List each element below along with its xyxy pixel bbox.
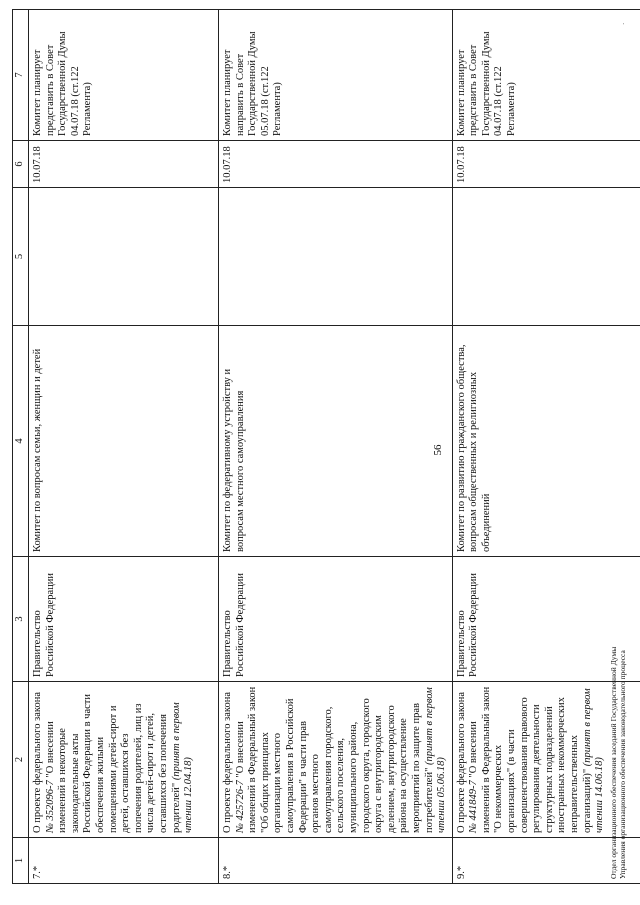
row-number: 7.*: [29, 838, 219, 884]
note: Комитет планирует представить в Совет Государственной Думы 04.07.18 (ст.122 Регламента): [29, 10, 219, 141]
bill-title: "О внесении изменений в Федеральный закон "О некоммерческих организациях" (в части совершенствования правового регулирования деятельности структурных подразделений иностранных некоммерческих неправительственных организаций)": [468, 686, 593, 833]
column-5-cell: [219, 188, 453, 326]
column-number: 2: [13, 682, 29, 838]
date: 10.07.18: [452, 141, 640, 188]
responsible-committee: Комитет по федеративному устройству и вопросам местного самоуправления: [219, 326, 453, 557]
row-number: 9.*: [452, 838, 640, 884]
bill-title: "О внесении изменений в некоторые законодательные акты Российской Федерации в части обеспечения жилыми помещениями детей-сирот и детей, оставшихся без попечения родителей, лиц из числа детей-сирот и детей, оставшихся без попечения родителей": [44, 694, 182, 833]
responsible-committee: Комитет по вопросам семьи, женщин и детей: [29, 326, 219, 557]
column-number: 3: [13, 557, 29, 682]
bill-status: (принят в первом чтении 05.06.18): [423, 687, 448, 833]
column-5-cell: [29, 188, 219, 326]
date: 10.07.18: [219, 141, 453, 188]
bill-status: (принят в первом чтении 14.06.18): [581, 688, 606, 833]
note: Комитет планирует направить в Совет Государственной Думы 05.07.18 (ст.122 Регламента): [219, 10, 453, 141]
footer-line: Отдел организационного обеспечения заседаний Государственной Думы: [609, 646, 618, 879]
table-row: [219, 10, 453, 884]
table-row: [29, 10, 219, 884]
column-number: 4: [13, 326, 29, 557]
legislation-table: [12, 9, 640, 884]
date: 10.07.18: [29, 141, 219, 188]
bill-reference: № 441849-7: [468, 780, 480, 833]
column-number: 6: [13, 141, 29, 188]
column-number: 7: [13, 10, 29, 141]
column-number-row: [13, 10, 29, 884]
page-number: 56: [432, 444, 444, 456]
bill-status: (принят в первом чтении 12.04.18): [170, 702, 195, 833]
bill-reference: № 425726-7: [234, 780, 246, 833]
bill-intro: О проекте федерального закона: [222, 691, 233, 833]
bill-description: [219, 682, 453, 838]
bill-reference: № 352096-7: [44, 780, 56, 833]
responsible-committee: Комитет по развитию гражданского общества, вопросам общественных и религиозных объединений: [452, 326, 640, 557]
note: Комитет планирует представить в Совет Государственной Думы 04.07.18 (ст.122 Регламента): [452, 10, 640, 141]
initiator: Правительство Российской Федерации: [219, 557, 453, 682]
initiator: Правительство Российской Федерации: [452, 557, 640, 682]
footer-line: Управления организационного обеспечения законодательного процесса: [618, 650, 627, 879]
row-number: 8.*: [219, 838, 453, 884]
bill-description: [29, 682, 219, 838]
bill-intro: О проекте федерального закона: [455, 691, 467, 833]
corner-mark: ·: [620, 22, 628, 25]
bill-intro: О проекте федерального закона: [32, 691, 43, 833]
initiator: Правительство Российской Федерации: [29, 557, 219, 682]
bill-title: "О внесении изменений в Федеральный закон "Об общих принципах организации местного самоуправления в Российской Федерации" в части прав органов местного самоуправления городского, сельского поселения, муниципального района, городского округа, городского округа с внутригородским делением, внутригородского района на осуществление мероприятий по защите прав потребителей": [234, 686, 435, 833]
column-number: 1: [13, 838, 29, 884]
footer-note: [609, 279, 627, 879]
column-number: 5: [13, 188, 29, 326]
